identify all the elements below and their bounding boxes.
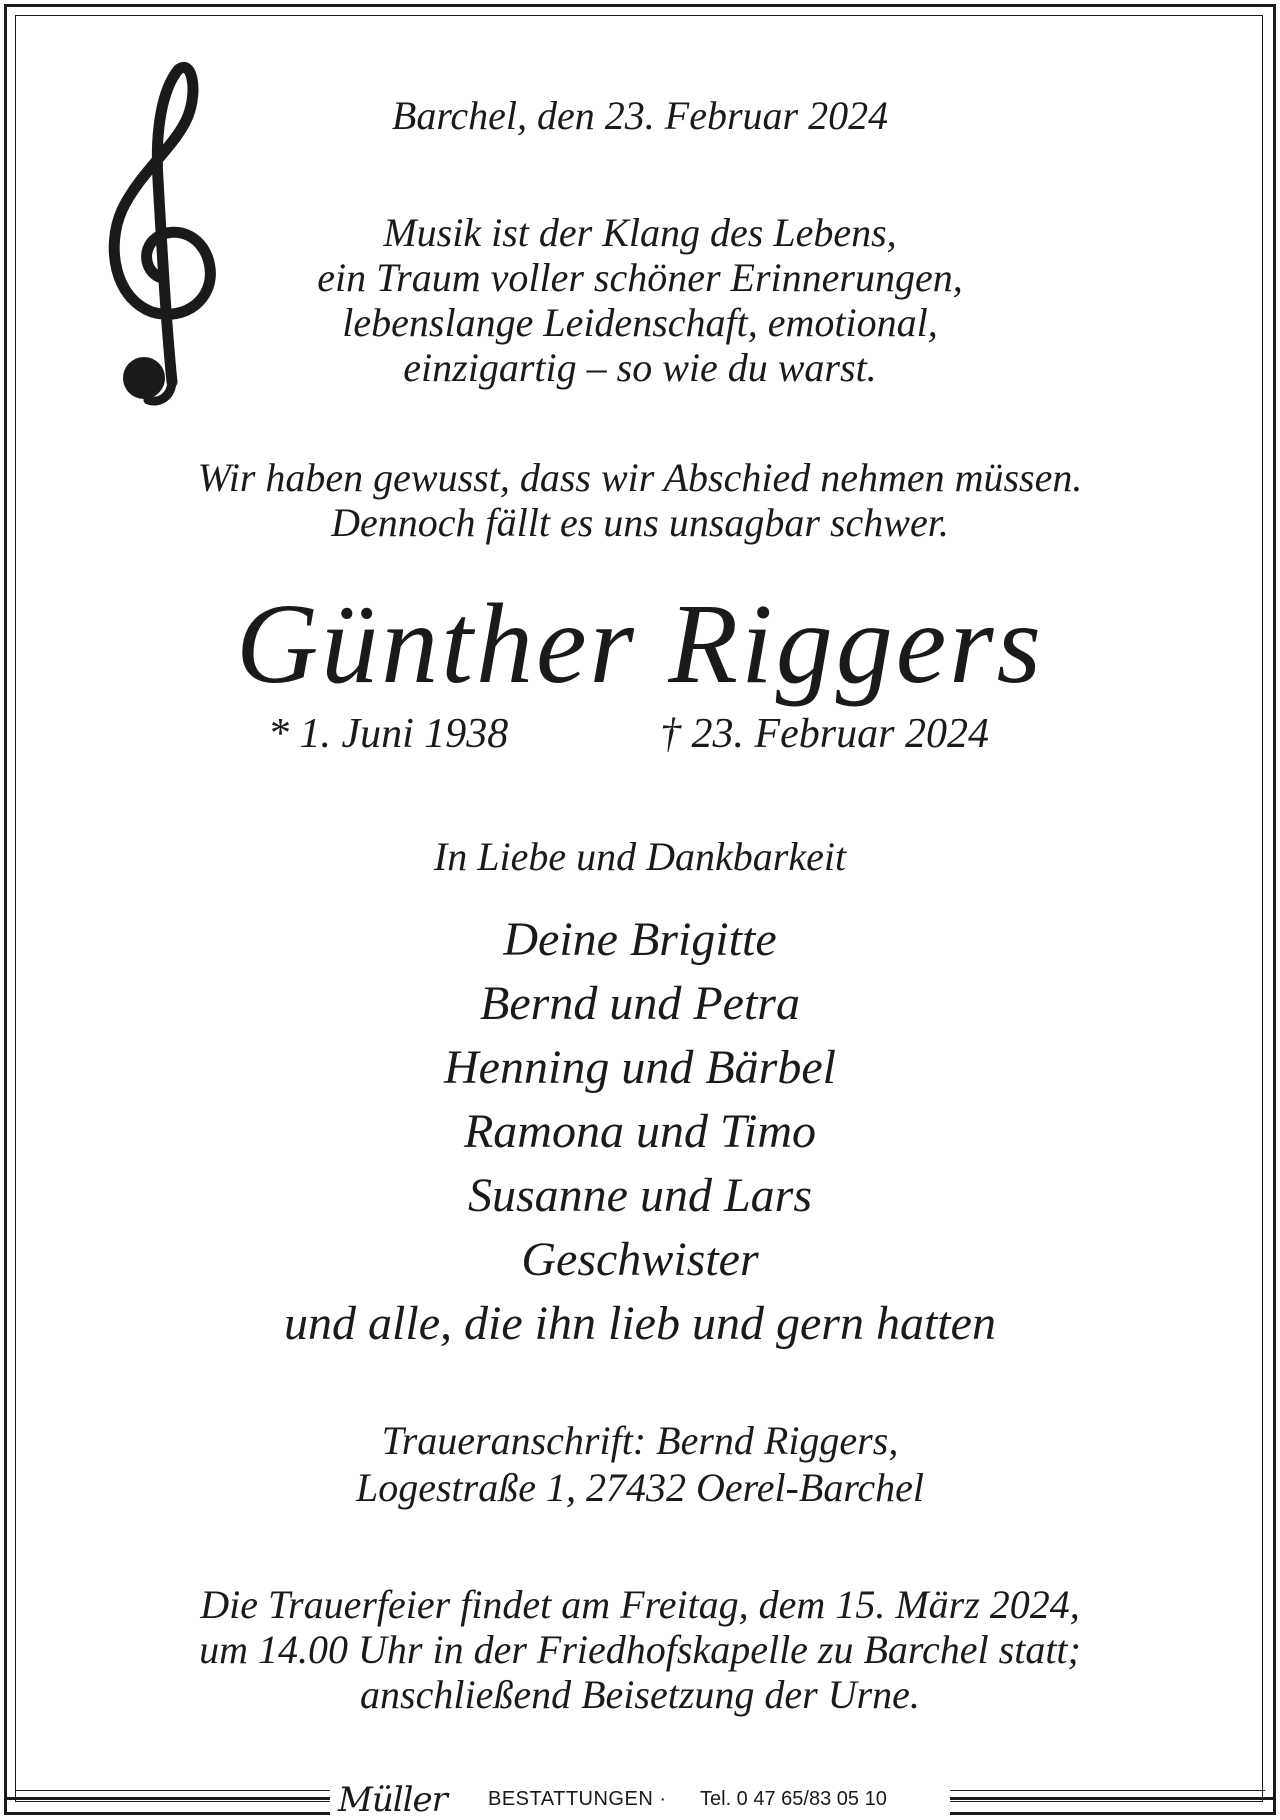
verse-line: lebenslange Leidenschaft, emotional,: [342, 300, 938, 345]
verse-line: Musik ist der Klang des Lebens,: [383, 210, 897, 255]
verse-line: einzigartig – so wie du warst.: [403, 345, 877, 390]
mourner-line: Bernd und Petra: [480, 977, 800, 1030]
mourner-line: und alle, die ihn lieb und gern hatten: [284, 1297, 996, 1350]
mourner-line: Deine Brigitte: [503, 913, 777, 966]
farewell-line: Wir haben gewusst, dass wir Abschied nehmen müssen.: [197, 455, 1083, 500]
service-line: um 14.00 Uhr in der Friedhofskapelle zu Barchel statt;: [199, 1627, 1081, 1672]
mourner-line: Ramona und Timo: [463, 1105, 817, 1158]
place-date: Barchel, den 23. Februar 2024: [391, 93, 889, 138]
footer: [0, 1780, 1280, 1818]
address-line: Traueranschrift: Bernd Riggers,: [381, 1418, 899, 1463]
funeral-home-name: BESTATTUNGEN ·: [488, 1788, 667, 1810]
funeral-home-logo: Müller: [338, 1780, 447, 1820]
dedication: In Liebe und Dankbarkeit: [433, 834, 847, 879]
service-line: anschließend Beisetzung der Urne.: [360, 1672, 920, 1717]
birth-date: * 1. Juni 1938: [268, 711, 509, 757]
funeral-home-phone: Tel. 0 47 65/83 05 10: [700, 1788, 887, 1810]
address-line: Logestraße 1, 27432 Oerel-Barchel: [355, 1465, 925, 1510]
deceased-name: Günther Riggers: [235, 580, 1045, 707]
mourner-line: Geschwister: [521, 1233, 759, 1286]
death-date: † 23. Februar 2024: [660, 711, 989, 757]
mourner-line: Henning und Bärbel: [444, 1041, 836, 1094]
verse-line: ein Traum voller schöner Erinnerungen,: [317, 255, 963, 300]
mourner-line: Susanne und Lars: [467, 1169, 813, 1222]
farewell-line: Dennoch fällt es uns unsagbar schwer.: [331, 500, 949, 545]
service-line: Die Trauerfeier findet am Freitag, dem 15. März 2024,: [200, 1582, 1080, 1627]
